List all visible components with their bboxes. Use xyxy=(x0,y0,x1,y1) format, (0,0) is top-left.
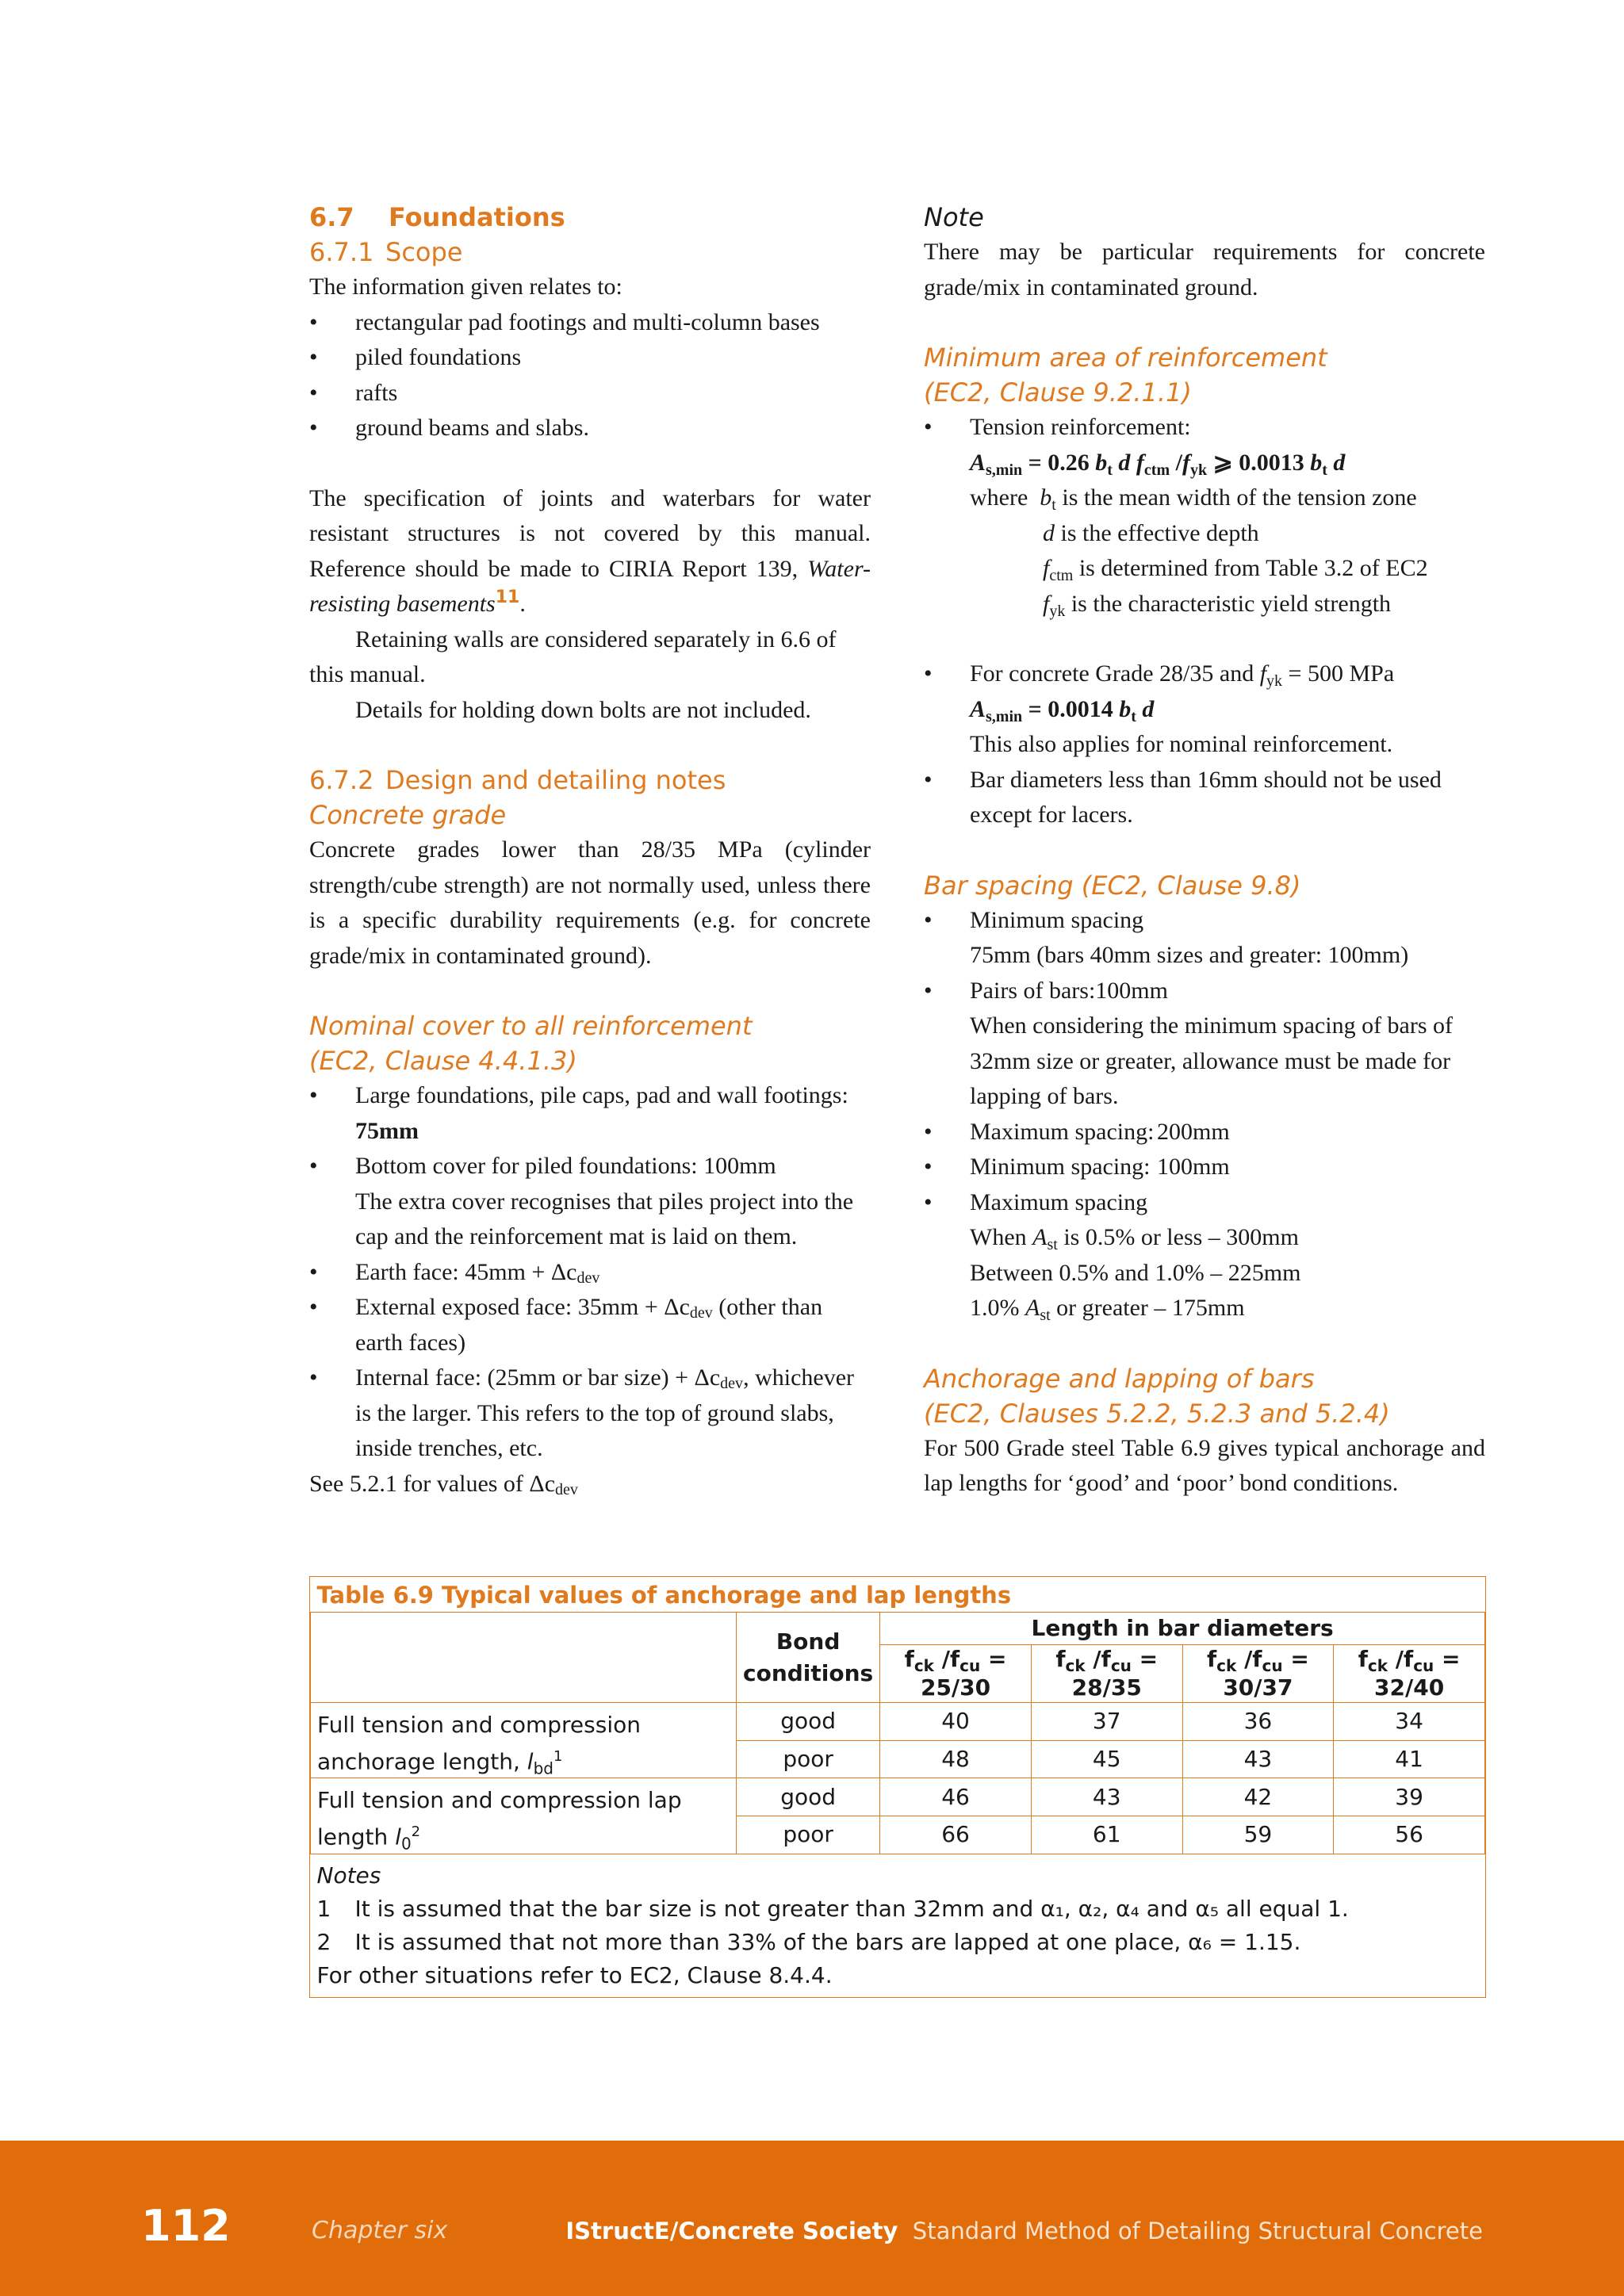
grade-header: $f_{ck}$ $/f_{cu}$ = 25/30 xyxy=(880,1645,1032,1703)
bond-conditions-header: Bond conditions xyxy=(737,1613,880,1703)
note-paragraph: There may be particular requirements for concrete grade/mix in contaminated ground. xyxy=(924,239,1485,300)
section-heading-foundations: 6.7 Foundations xyxy=(309,202,565,232)
subsection-heading-scope: 6.7.1 Scope xyxy=(309,237,463,267)
spacing-list xyxy=(924,903,1485,1326)
chapter-label: Chapter six xyxy=(312,2217,448,2244)
value-cell: 42 xyxy=(1182,1778,1334,1816)
formula-as-min: $A_{s,min} = 0.26$ $b_t$ d $f_{ctm}$ $/f_{yk}$ ⩾ 0.0013 $b_t$ d xyxy=(970,449,1346,479)
list-item: • Minimum spacing: 100mm xyxy=(924,1150,1485,1185)
list-item: • rectangular pad footings and multi-column bases xyxy=(309,305,871,341)
scope-intro: The information given relates to: xyxy=(309,274,622,300)
right-column xyxy=(924,200,1485,1502)
grade-list xyxy=(924,656,1485,833)
heading-nominal-cover-clause: (EC2, Clause 4.4.1.3) xyxy=(309,1046,577,1076)
table-row xyxy=(311,1703,1485,1741)
bond-cell: good xyxy=(737,1778,880,1816)
retaining-walls-text: Retaining walls are considered separately in 6.6 of this manual. xyxy=(309,626,837,687)
heading-anchorage-clause: (EC2, Clauses 5.2.2, 5.2.3 and 5.2.4) xyxy=(924,1398,1390,1429)
list-item: • For concrete Grade 28/35 and $f_{yk} = 500$ MPa $A_{s,min} = 0.0014$ $b_t$ d This also applies for nominal reinforcement. xyxy=(924,656,1485,763)
list-item: • rafts xyxy=(309,376,871,411)
row-label-lap: Full tension and compression lap length $l_0^2$ xyxy=(311,1778,737,1854)
value-cell: 59 xyxy=(1182,1816,1334,1854)
list-item: • Internal face: (25mm or bar size) + Δcdev, whichever is the larger. This refers to the top of ground slabs, inside trenches, etc. xyxy=(309,1360,871,1467)
table-row xyxy=(311,1778,1485,1816)
heading-nominal-cover: Nominal cover to all reinforcement xyxy=(309,1011,753,1041)
list-item: • ground beams and slabs. xyxy=(309,411,871,446)
value-cell: 46 xyxy=(880,1778,1032,1816)
list-item: • Earth face: 45mm + Δcdev xyxy=(309,1255,871,1291)
grade-header: $f_{ck}$ $/f_{cu}$ = 30/37 xyxy=(1182,1645,1334,1703)
tension-list xyxy=(924,410,1485,446)
where-block: where $b_t$ is the mean width of the tension zone d is the effective depth $f_{ctm}$ is determined from Table 3.2 of EC2 $f_{yk}$ is the characteristic yield strength xyxy=(970,484,1428,620)
value-cell: 43 xyxy=(1031,1778,1182,1816)
heading-bar-spacing: Bar spacing (EC2, Clause 9.8) xyxy=(924,870,1301,901)
value-cell: 34 xyxy=(1334,1703,1485,1741)
list-item: • piled foundations xyxy=(309,340,871,376)
anchorage-paragraph: For 500 Grade steel Table 6.9 gives typical anchorage and lap lengths for ‘good’ and ‘poor’ bond conditions. xyxy=(924,1434,1485,1496)
value-cell: 56 xyxy=(1334,1816,1485,1854)
left-column xyxy=(309,200,871,1502)
bond-cell: poor xyxy=(737,1816,880,1854)
heading-minimum-area: Minimum area of reinforcement xyxy=(924,342,1327,373)
grade-header: $f_{ck}$ $/f_{cu}$ = 32/40 xyxy=(1334,1645,1485,1703)
subsection-heading-design: 6.7.2 Design and detailing notes xyxy=(309,765,726,795)
length-header: Length in bar diameters xyxy=(880,1613,1485,1645)
value-cell: 66 xyxy=(880,1816,1032,1854)
value-cell: 43 xyxy=(1182,1740,1334,1778)
value-cell: 36 xyxy=(1182,1703,1334,1741)
bond-cell: poor xyxy=(737,1740,880,1778)
value-cell: 41 xyxy=(1334,1740,1485,1778)
page-footer xyxy=(0,2141,1624,2296)
bond-cell: good xyxy=(737,1703,880,1741)
holding-bolts-text: Details for holding down bolts are not included. xyxy=(355,696,811,723)
value-cell: 40 xyxy=(880,1703,1032,1741)
value-cell: 37 xyxy=(1031,1703,1182,1741)
list-item: • Pairs of bars:100mm When considering the minimum spacing of bars of 32mm size or greater, allowance must be made for lapping of bars. xyxy=(924,974,1485,1115)
anchorage-lap-table xyxy=(309,1576,1486,1998)
cover-list xyxy=(309,1078,871,1467)
page-number: 112 xyxy=(141,2201,231,2251)
list-item: • Minimum spacing 75mm (bars 40mm sizes and greater: 100mm) xyxy=(924,903,1485,974)
list-item: • Bar diameters less than 16mm should not be used except for lacers. xyxy=(924,763,1485,833)
list-item: • Large foundations, pile caps, pad and wall footings: 75mm xyxy=(309,1078,871,1149)
publication-title: IStructE/Concrete Society Standard Method of Detailing Structural Concrete xyxy=(565,2218,1483,2244)
table-caption: Table 6.9 Typical values of anchorage and lap lengths xyxy=(311,1577,1485,1613)
list-item: • Bottom cover for piled foundations: 100mm The extra cover recognises that piles project into the cap and the reinforcement mat is laid on them. xyxy=(309,1149,871,1255)
table-notes: Notes 1 It is assumed that the bar size is not greater than 32mm and α₁, α₂, α₄ and α₅ all equal 1. 2 It is assumed that not more than 33% of the bars are lapped at one place, α₆ = 1.15. For other situations refer to EC2, Clause 8.4.4. xyxy=(311,1854,1485,1997)
list-item: • Maximum spacing: 200mm xyxy=(924,1115,1485,1150)
joints-paragraph: The specification of joints and waterbars for water resistant structures is not covered by this manual. Reference should be made to CIRIA Report 139, Water-resisting basements$^{11}$. xyxy=(309,484,871,617)
list-item: • External exposed face: 35mm + Δcdev (other than earth faces) xyxy=(309,1290,871,1360)
see-values-text: See 5.2.1 for values of Δcdev xyxy=(309,1470,578,1498)
scope-list xyxy=(309,305,871,446)
list-item: • Maximum spacing When $A_{st}$ is 0.5% or less – 300mm Between 0.5% and 1.0% – 225mm 1.0% $A_{st}$ or greater – 175mm xyxy=(924,1185,1485,1326)
value-cell: 48 xyxy=(880,1740,1032,1778)
heading-anchorage: Anchorage and lapping of bars xyxy=(924,1363,1315,1394)
note-heading: Note xyxy=(924,202,984,232)
value-cell: 39 xyxy=(1334,1778,1485,1816)
concrete-grade-paragraph: Concrete grades lower than 28/35 MPa (cylinder strength/cube strength) are not normally used, unless there is a specific durability requirements (e.g. for concrete grade/mix in contaminated ground). xyxy=(309,836,871,969)
row-label-anchorage: Full tension and compression anchorage length, $l_{bd}^1$ xyxy=(311,1703,737,1778)
list-item: • Tension reinforcement: xyxy=(924,410,1485,446)
grade-header: $f_{ck}$ $/f_{cu}$ = 28/35 xyxy=(1031,1645,1182,1703)
value-cell: 45 xyxy=(1031,1740,1182,1778)
value-cell: 61 xyxy=(1031,1816,1182,1854)
heading-concrete-grade: Concrete grade xyxy=(309,800,507,830)
heading-minimum-area-clause: (EC2, Clause 9.2.1.1) xyxy=(924,377,1192,408)
